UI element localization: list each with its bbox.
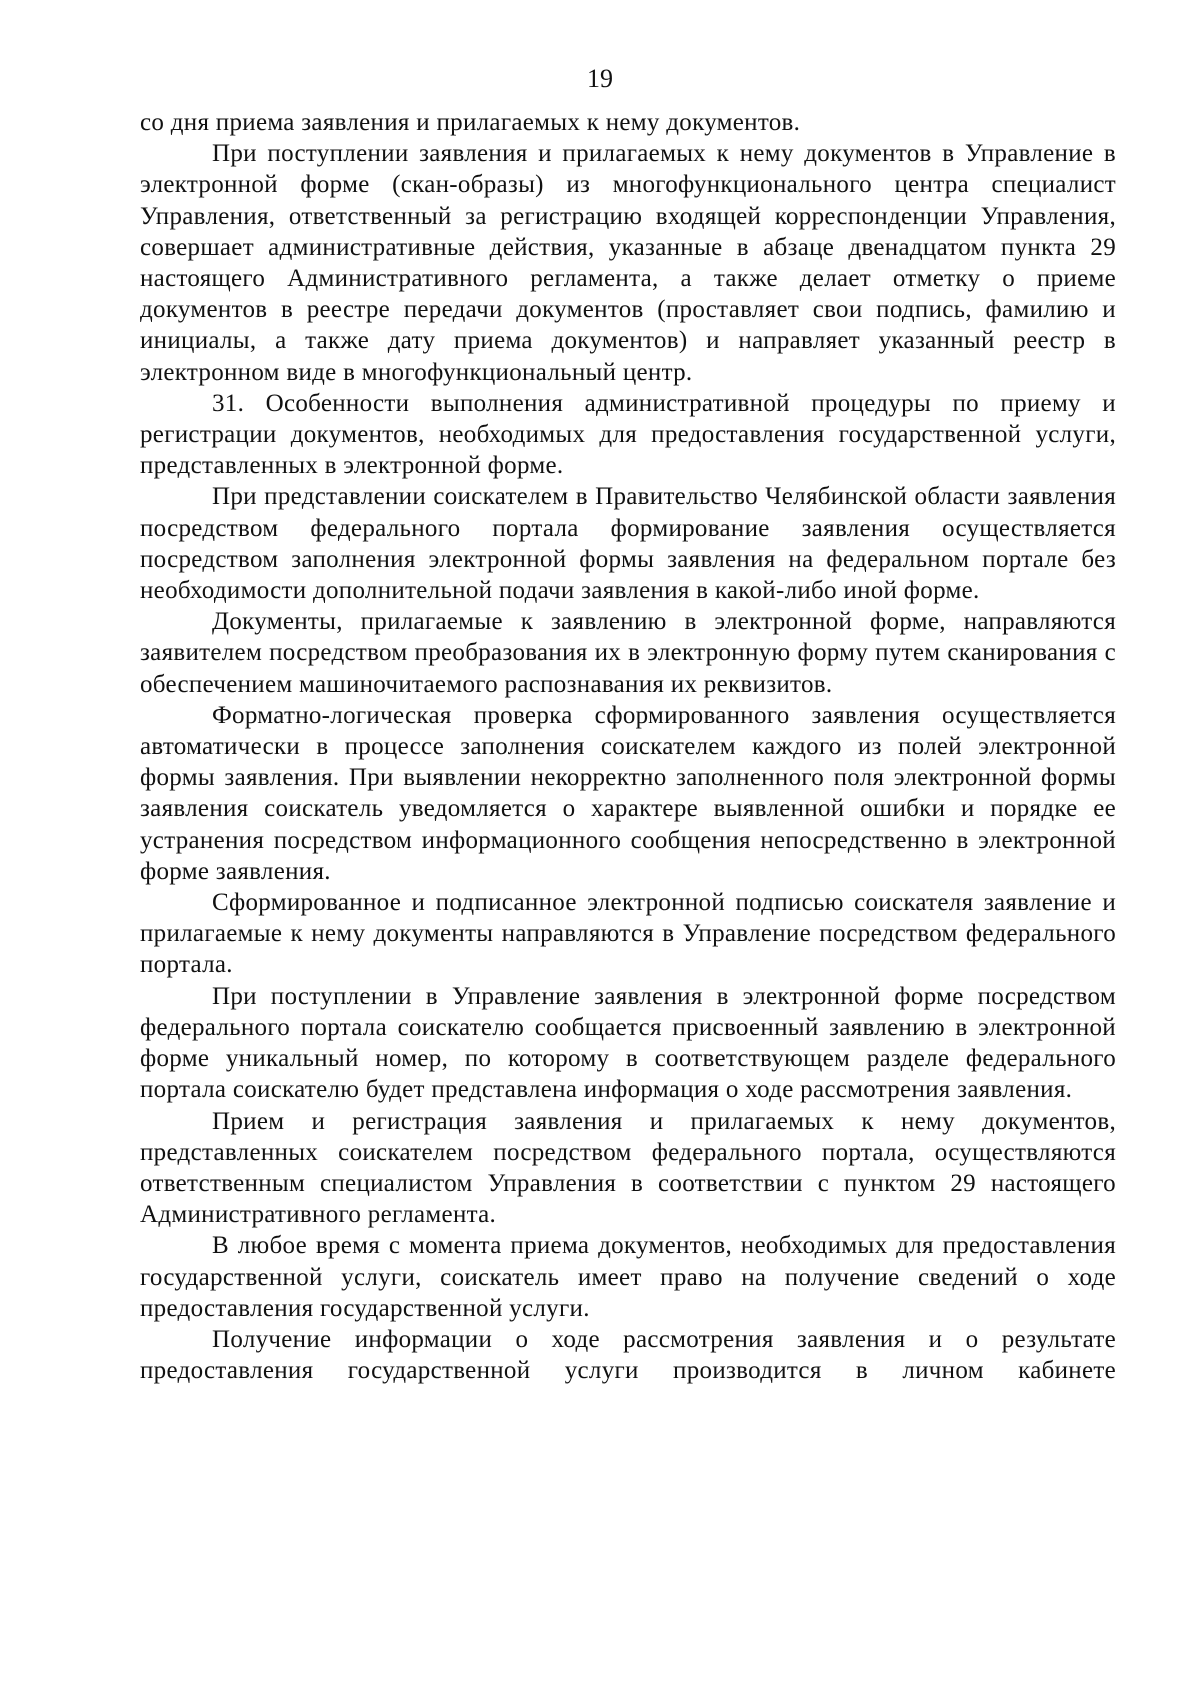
paragraph-scan-images-receipt: При поступлении заявления и прилагаемых к нему документов в Управление в электронной форме (скан-образы) из многофункционального центра специалист Управления, ответственный за регистрацию входящей корреспонденции Управления, совершает административные действия, указанные в абзаце двенадцатом пункта 29 настоящего Административного регламента, а также делает отметку о приеме документов в реестре передачи документов (проставляет свои подпись, фамилию и инициалы, а также дату приема документов) и направляет указанный реестр в электронном виде в многофункциональный центр. xyxy=(140,140,1116,386)
paragraph-signed-application: Сформированное и подписанное электронной подписью соискателя заявление и прилагаемые к нему документы направляются в Управление посредством федерального портала. xyxy=(140,889,1116,979)
document-body xyxy=(140,107,1116,1386)
paragraph-format-logical-check: Форматно-логическая проверка сформированного заявления осуществляется автоматически в процессе заполнения соискателем каждого из полей электронной формы заявления. При выявлении некорректно заполненного поля электронной формы заявления соискатель уведомляется о характере выявленной ошибки и порядке ее устранения посредством информационного сообщения непосредственно в электронной форме заявления. xyxy=(140,701,1116,885)
paragraph-registration: Прием и регистрация заявления и прилагаемых к нему документов, представленных соискателем посредством федерального портала, осуществляются ответственным специалистом Управления в соответствии с пунктом 29 настоящего Административного регламента. xyxy=(140,1107,1116,1229)
paragraph-status-information: В любое время с момента приема документов, необходимых для предоставления государственной услуги, соискатель имеет право на получение сведений о ходе предоставления государственной услуги. xyxy=(140,1232,1116,1322)
paragraph-federal-portal-form: При представлении соискателем в Правительство Челябинской области заявления посредством федерального портала формирование заявления осуществляется посредством заполнения электронной формы заявления на федеральном портале без необходимости дополнительной подачи заявления в какой-либо иной форме. xyxy=(140,483,1116,605)
paragraph-section-31-heading: 31. Особенности выполнения административной процедуры по приему и регистрации документов, необходимых для предоставления государственной услуги, представленных в электронной форме. xyxy=(140,389,1116,480)
paragraph-personal-account: Получение информации о ходе рассмотрения заявления и о результате предоставления государственной услуги производится в личном кабинете xyxy=(140,1325,1116,1385)
page-number: 19 xyxy=(587,64,613,93)
paragraph-continuation: со дня приема заявления и прилагаемых к нему документов. xyxy=(140,109,801,136)
paragraph-unique-number: При поступлении в Управление заявления в электронной форме посредством федерального портала соискателю сообщается присвоенный заявлению в электронной форме уникальный номер, по которому в соответствующем разделе федерального портала соискателю будет представлена информация о ходе рассмотрения заявления. xyxy=(140,982,1116,1104)
paragraph-attached-documents: Документы, прилагаемые к заявлению в электронной форме, направляются заявителем посредством преобразования их в электронную форму путем сканирования с обеспечением машиночитаемого распознавания их реквизитов. xyxy=(140,608,1116,698)
